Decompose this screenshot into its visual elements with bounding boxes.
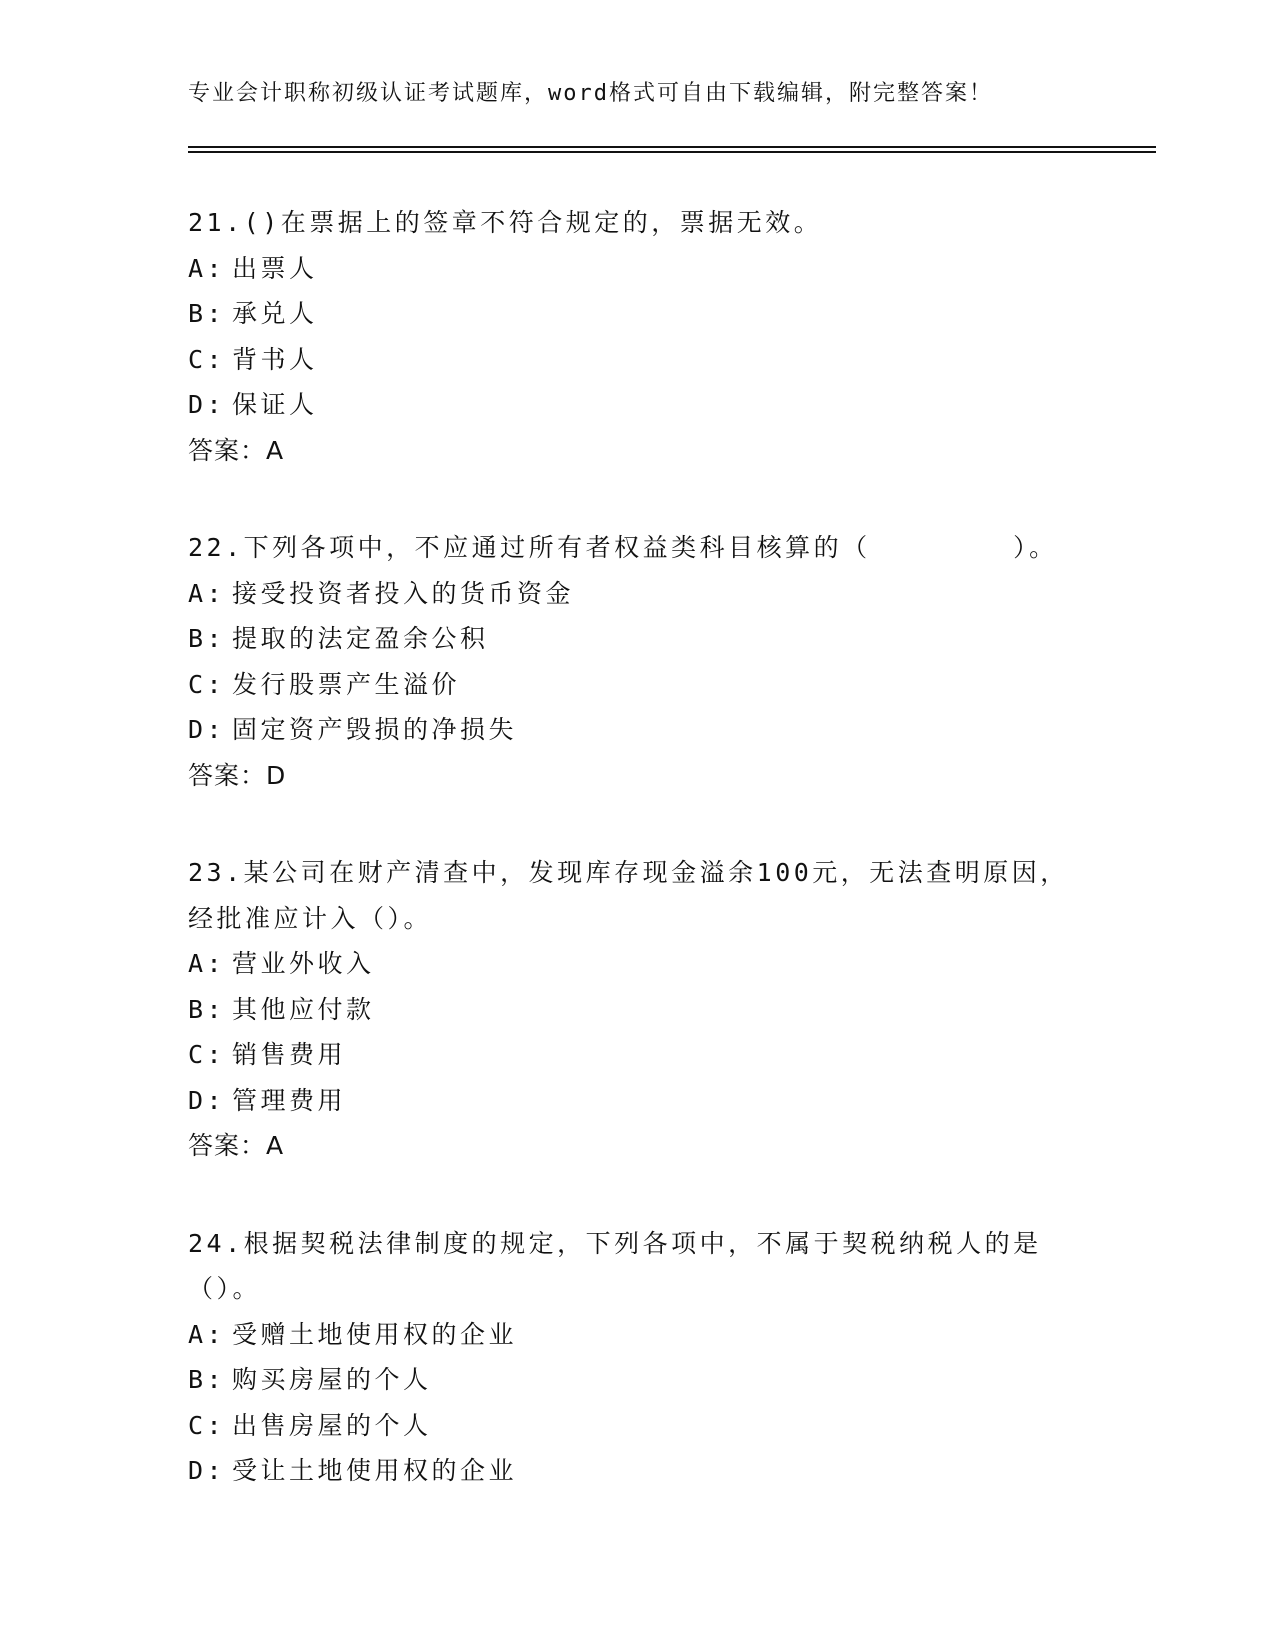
option-text: 出售房屋的个人 xyxy=(232,1410,432,1440)
option-text: 受让土地使用权的企业 xyxy=(232,1456,518,1485)
option-key: D: xyxy=(188,1456,226,1485)
option-a xyxy=(188,941,1088,987)
option-c xyxy=(188,1032,1088,1078)
option-a xyxy=(188,1312,1088,1358)
option-d xyxy=(188,1448,1088,1494)
question-21 xyxy=(188,200,1088,473)
option-a xyxy=(188,571,1088,617)
option-text: 背书人 xyxy=(232,344,318,374)
option-key: B: xyxy=(188,624,226,653)
header-divider xyxy=(188,146,1156,153)
option-key: C: xyxy=(188,1040,226,1069)
question-24 xyxy=(188,1221,1088,1494)
option-key: A: xyxy=(188,1319,226,1349)
option-c xyxy=(188,1403,1088,1449)
option-text: 发行股票产生溢价 xyxy=(232,669,461,699)
question-list xyxy=(188,200,1088,1546)
option-b xyxy=(188,616,1088,662)
option-b xyxy=(188,1357,1088,1403)
answer-line: 答案：A xyxy=(188,435,285,465)
option-c xyxy=(188,337,1088,383)
option-text: 固定资产毁损的净损失 xyxy=(232,715,518,744)
question-stem: 23.某公司在财产清查中，发现库存现金溢余100元，无法查明原因，经批准应计入（）。 xyxy=(188,858,1069,933)
option-text: 管理费用 xyxy=(232,1085,347,1115)
option-text: 提取的法定盈余公积 xyxy=(232,624,489,653)
page-header: 专业会计职称初级认证考试题库，word格式可自由下载编辑，附完整答案！ xyxy=(188,81,993,106)
option-a xyxy=(188,246,1088,292)
option-text: 营业外收入 xyxy=(232,949,375,978)
option-c xyxy=(188,662,1088,708)
question-22 xyxy=(188,525,1088,798)
option-key: A: xyxy=(188,949,226,978)
option-text: 保证人 xyxy=(232,390,318,419)
option-text: 接受投资者投入的货币资金 xyxy=(232,578,575,608)
option-text: 受赠土地使用权的企业 xyxy=(232,1319,518,1349)
option-key: C: xyxy=(188,344,226,374)
option-b xyxy=(188,987,1088,1033)
option-text: 销售费用 xyxy=(232,1040,347,1069)
option-key: C: xyxy=(188,669,226,699)
option-text: 出票人 xyxy=(232,253,318,283)
option-text: 承兑人 xyxy=(232,299,318,328)
question-stem: 24.根据契税法律制度的规定，下列各项中，不属于契税纳税人的是（）。 xyxy=(188,1228,1042,1303)
answer-line: 答案：D xyxy=(188,760,287,790)
question-23 xyxy=(188,850,1088,1169)
answer-line: 答案：A xyxy=(188,1131,285,1160)
option-d xyxy=(188,1078,1088,1124)
option-key: A: xyxy=(188,253,226,283)
option-key: B: xyxy=(188,299,226,328)
option-key: D: xyxy=(188,1085,226,1115)
option-d xyxy=(188,382,1088,428)
option-key: C: xyxy=(188,1410,226,1440)
option-key: A: xyxy=(188,578,226,608)
option-d xyxy=(188,707,1088,753)
option-key: D: xyxy=(188,715,226,744)
option-text: 购买房屋的个人 xyxy=(232,1365,432,1394)
option-key: D: xyxy=(188,390,226,419)
option-text: 其他应付款 xyxy=(232,994,375,1024)
option-b xyxy=(188,291,1088,337)
question-stem: 22.下列各项中，不应通过所有者权益类科目核算的（ ）。 xyxy=(188,533,1058,562)
question-stem: 21.()在票据上的签章不符合规定的，票据无效。 xyxy=(188,208,823,237)
option-key: B: xyxy=(188,994,226,1024)
option-key: B: xyxy=(188,1365,226,1394)
